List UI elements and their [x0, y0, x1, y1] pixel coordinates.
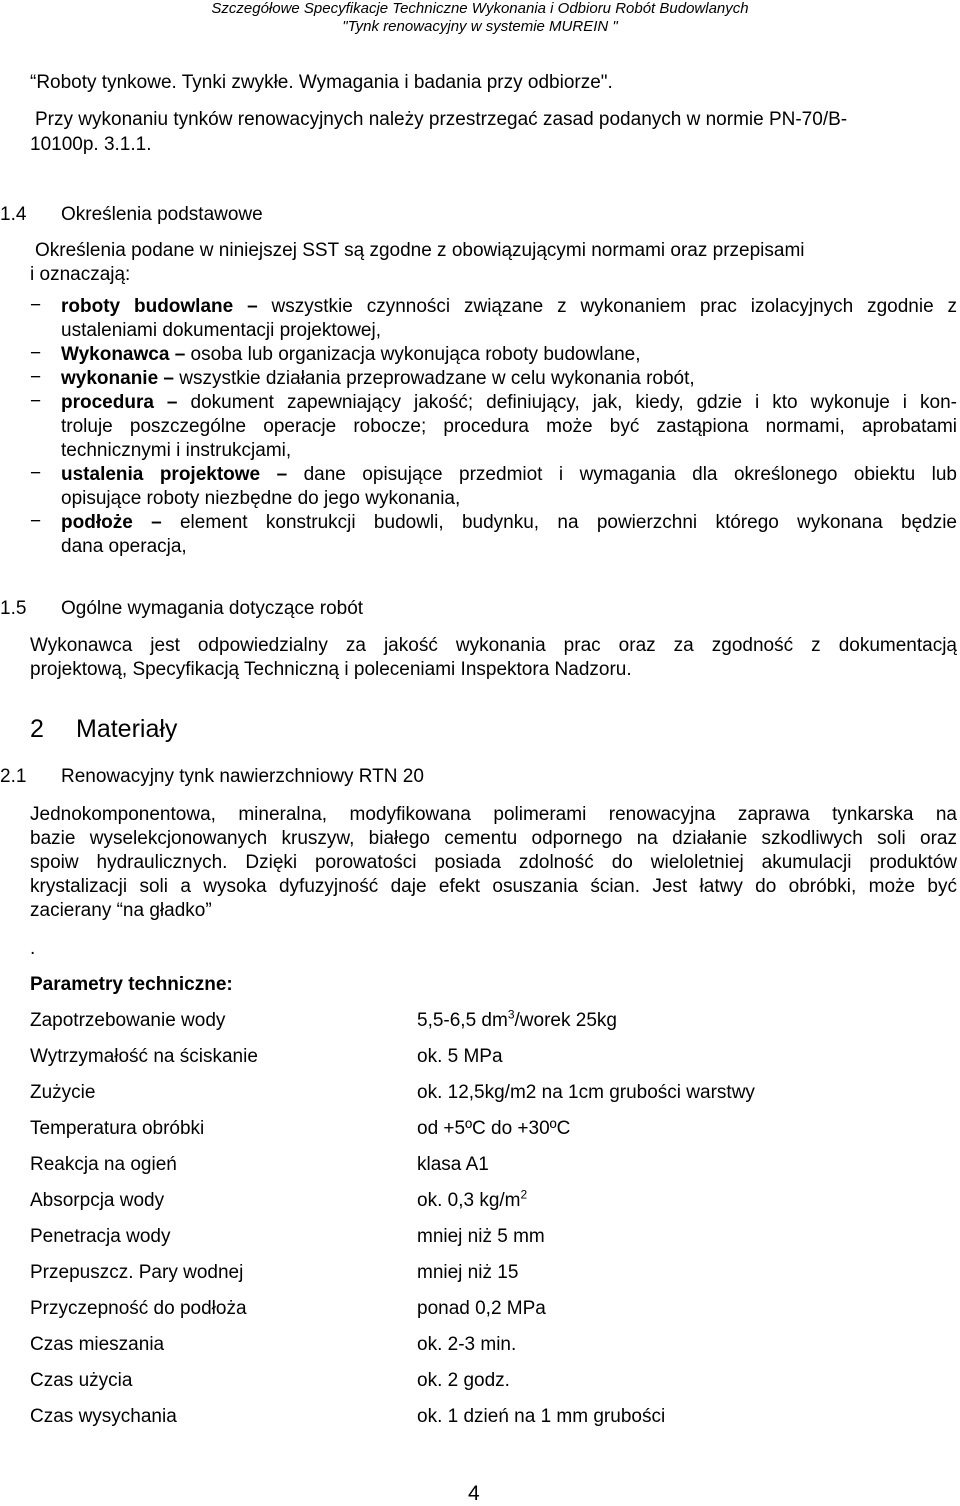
definition-separator: –: [158, 368, 180, 389]
definition-dash: −: [30, 367, 42, 388]
param-label: Czas użycia: [30, 1370, 133, 1391]
definition-separator: –: [233, 296, 272, 317]
param-label: Czas mieszania: [30, 1334, 165, 1355]
page-number: 4: [468, 1482, 480, 1505]
section-2-1-line: zacierany “na gładko”: [30, 900, 212, 921]
header-subtitle: "Tynk renowacyjny w systemie MUREIN ": [342, 18, 618, 35]
param-value: [417, 1118, 570, 1140]
definition-separator: –: [132, 512, 180, 533]
definition-text: ustaleniami dokumentacji projektowej,: [61, 320, 381, 341]
param-label: Przyczepność do podłoża: [30, 1298, 247, 1319]
section-1-5-line-2: projektową, Specyfikacją Techniczną i poleceniami Inspektora Nadzoru.: [30, 659, 632, 680]
header-title: Szczegółowe Specyfikacje Techniczne Wykonania i Odbioru Robót Budowlanych: [211, 0, 749, 17]
section-2-1-line: Jednokomponentowa, mineralna, modyfikowana polimerami renowacyjna zaprawa tynkarska na: [30, 804, 957, 825]
param-value: [417, 1154, 489, 1176]
definition-text: dane opisujące przedmiot i wymagania dla określonego obiektu lub: [303, 464, 957, 485]
section-1-5-number: 1.5: [0, 598, 27, 619]
definition-item: [61, 511, 957, 559]
section-2-1-dot: .: [30, 938, 36, 959]
param-value: [417, 1046, 503, 1068]
param-label: Zapotrzebowanie wody: [30, 1010, 226, 1031]
definition-term: podłoże: [61, 512, 133, 533]
param-value-text: mniej niż 15: [417, 1262, 519, 1283]
param-label: Absorpcja wody: [30, 1190, 165, 1211]
definition-dash: −: [30, 511, 42, 532]
param-value-superscript: 2: [520, 1187, 528, 1202]
definition-item: [61, 367, 957, 391]
section-2-number: 2: [30, 715, 44, 743]
section-2-title: Materiały: [76, 715, 178, 743]
definition-item: [61, 343, 957, 367]
param-value-text: ok. 2-3 min.: [417, 1334, 517, 1355]
param-value-text: ok. 1 dzień na 1 mm grubości: [417, 1406, 666, 1427]
definition-text: element konstrukcji budowli, budynku, na powierzchni którego wykonana będzie: [179, 512, 957, 533]
param-label: Przepuszcz. Pary wodnej: [30, 1262, 244, 1283]
param-value-text: ok. 0,3 kg/m: [417, 1190, 521, 1211]
definition-separator: –: [153, 392, 191, 413]
param-value-superscript: 3: [507, 1007, 515, 1022]
definition-separator: –: [260, 464, 304, 485]
definition-text: wszystkie czynności związane z wykonaniem prac izolacyjnych zgodnie z: [271, 296, 958, 317]
definition-text: osoba lub organizacja wykonująca roboty budowlane,: [190, 344, 641, 365]
section-1-4-title: Określenia podstawowe: [61, 204, 263, 225]
param-value: [417, 1226, 545, 1248]
params-heading: Parametry techniczne:: [30, 974, 233, 995]
section-2-1-title: Renowacyjny tynk nawierzchniowy RTN 20: [61, 766, 424, 787]
param-label: Czas wysychania: [30, 1406, 177, 1427]
param-label: Reakcja na ogień: [30, 1154, 177, 1175]
param-value-text: ponad 0,2 MPa: [417, 1298, 546, 1319]
definition-text: troluje poszczególne operacje robocze; procedura może być zastąpiona normami, aprobatami: [61, 416, 957, 437]
param-value: [417, 1406, 665, 1428]
definition-dash: −: [30, 343, 42, 364]
definition-separator: –: [169, 344, 191, 365]
param-value-text: 5,5-6,5 dm: [417, 1010, 508, 1031]
section-1-4-intro-1: Określenia podane w niniejszej SST są zgodne z obowiązującymi normami oraz przepisami: [35, 240, 805, 261]
param-value: [417, 1334, 516, 1356]
definition-item: [61, 295, 957, 343]
intro-line-2: Przy wykonaniu tynków renowacyjnych należy przestrzegać zasad podanych w normie PN-70/B-: [35, 109, 848, 130]
section-2-1-line: bazie wyselekcjonowanych kruszyw, białego cementu odpornego na działanie szkodliwych soli oraz: [30, 828, 957, 849]
section-2-1-number: 2.1: [0, 766, 27, 787]
param-value: [417, 1298, 546, 1320]
section-1-5-title: Ogólne wymagania dotyczące robót: [61, 598, 364, 619]
param-value-text: od +5ºC do +30ºC: [417, 1118, 571, 1139]
section-2-1-line: spoiw hydraulicznych. Dzięki porowatości posiada zdolność do wieloletniej akumulacji produktów: [30, 852, 957, 873]
param-label: Temperatura obróbki: [30, 1118, 205, 1139]
param-label: Penetracja wody: [30, 1226, 171, 1247]
definition-text: opisujące roboty niezbędne do jego wykonania,: [61, 488, 461, 509]
param-value-text: klasa A1: [417, 1154, 489, 1175]
param-value-text: ok. 12,5kg/m2 na 1cm grubości warstwy: [417, 1082, 755, 1103]
param-value: [417, 1082, 755, 1104]
param-value-text: ok. 5 MPa: [417, 1046, 503, 1067]
definition-dash: −: [30, 463, 42, 484]
param-value: [417, 1370, 510, 1392]
intro-line-3: 10100p. 3.1.1.: [30, 134, 152, 155]
definition-dash: −: [30, 391, 42, 412]
param-label: Wytrzymałość na ściskanie: [30, 1046, 258, 1067]
param-value: [417, 1187, 528, 1212]
section-1-4-number: 1.4: [0, 204, 27, 225]
param-value-text: mniej niż 5 mm: [417, 1226, 545, 1247]
param-value: [417, 1007, 617, 1032]
section-2-1-line: krystalizacji soli a wysoka dyfuzyjność daje efekt osuszania ścian. Jest łatwy do obróbki, może być: [30, 876, 957, 897]
intro-line-1: “Roboty tynkowe. Tynki zwykłe. Wymagania i badania przy odbiorze".: [30, 72, 613, 93]
definition-term: roboty budowlane: [61, 296, 234, 317]
param-value: [417, 1262, 518, 1284]
definition-item: [61, 463, 957, 511]
definition-term: wykonanie: [61, 368, 159, 389]
definition-text: wszystkie działania przeprowadzane w celu wykonania robót,: [179, 368, 695, 389]
definition-dash: −: [30, 295, 42, 316]
definition-text: dana operacja,: [61, 536, 187, 557]
param-label: Zużycie: [30, 1082, 96, 1103]
definition-text: technicznymi i instrukcjami,: [61, 440, 292, 461]
definition-item: [61, 391, 957, 463]
definition-term: procedura: [61, 392, 154, 413]
definition-term: ustalenia projektowe: [61, 464, 261, 485]
param-value-text: ok. 2 godz.: [417, 1370, 510, 1391]
definition-text: dokument zapewniający jakość; definiujący, jak, kiedy, gdzie i kto wykonuje i kon-: [190, 392, 957, 413]
definition-term: Wykonawca: [61, 344, 170, 365]
section-1-4-intro-2: i oznaczają:: [30, 264, 131, 285]
param-value-suffix: /worek 25kg: [514, 1010, 617, 1031]
section-1-5-line-1: Wykonawca jest odpowiedzialny za jakość wykonania prac oraz za zgodność z dokumentacją: [30, 635, 957, 656]
